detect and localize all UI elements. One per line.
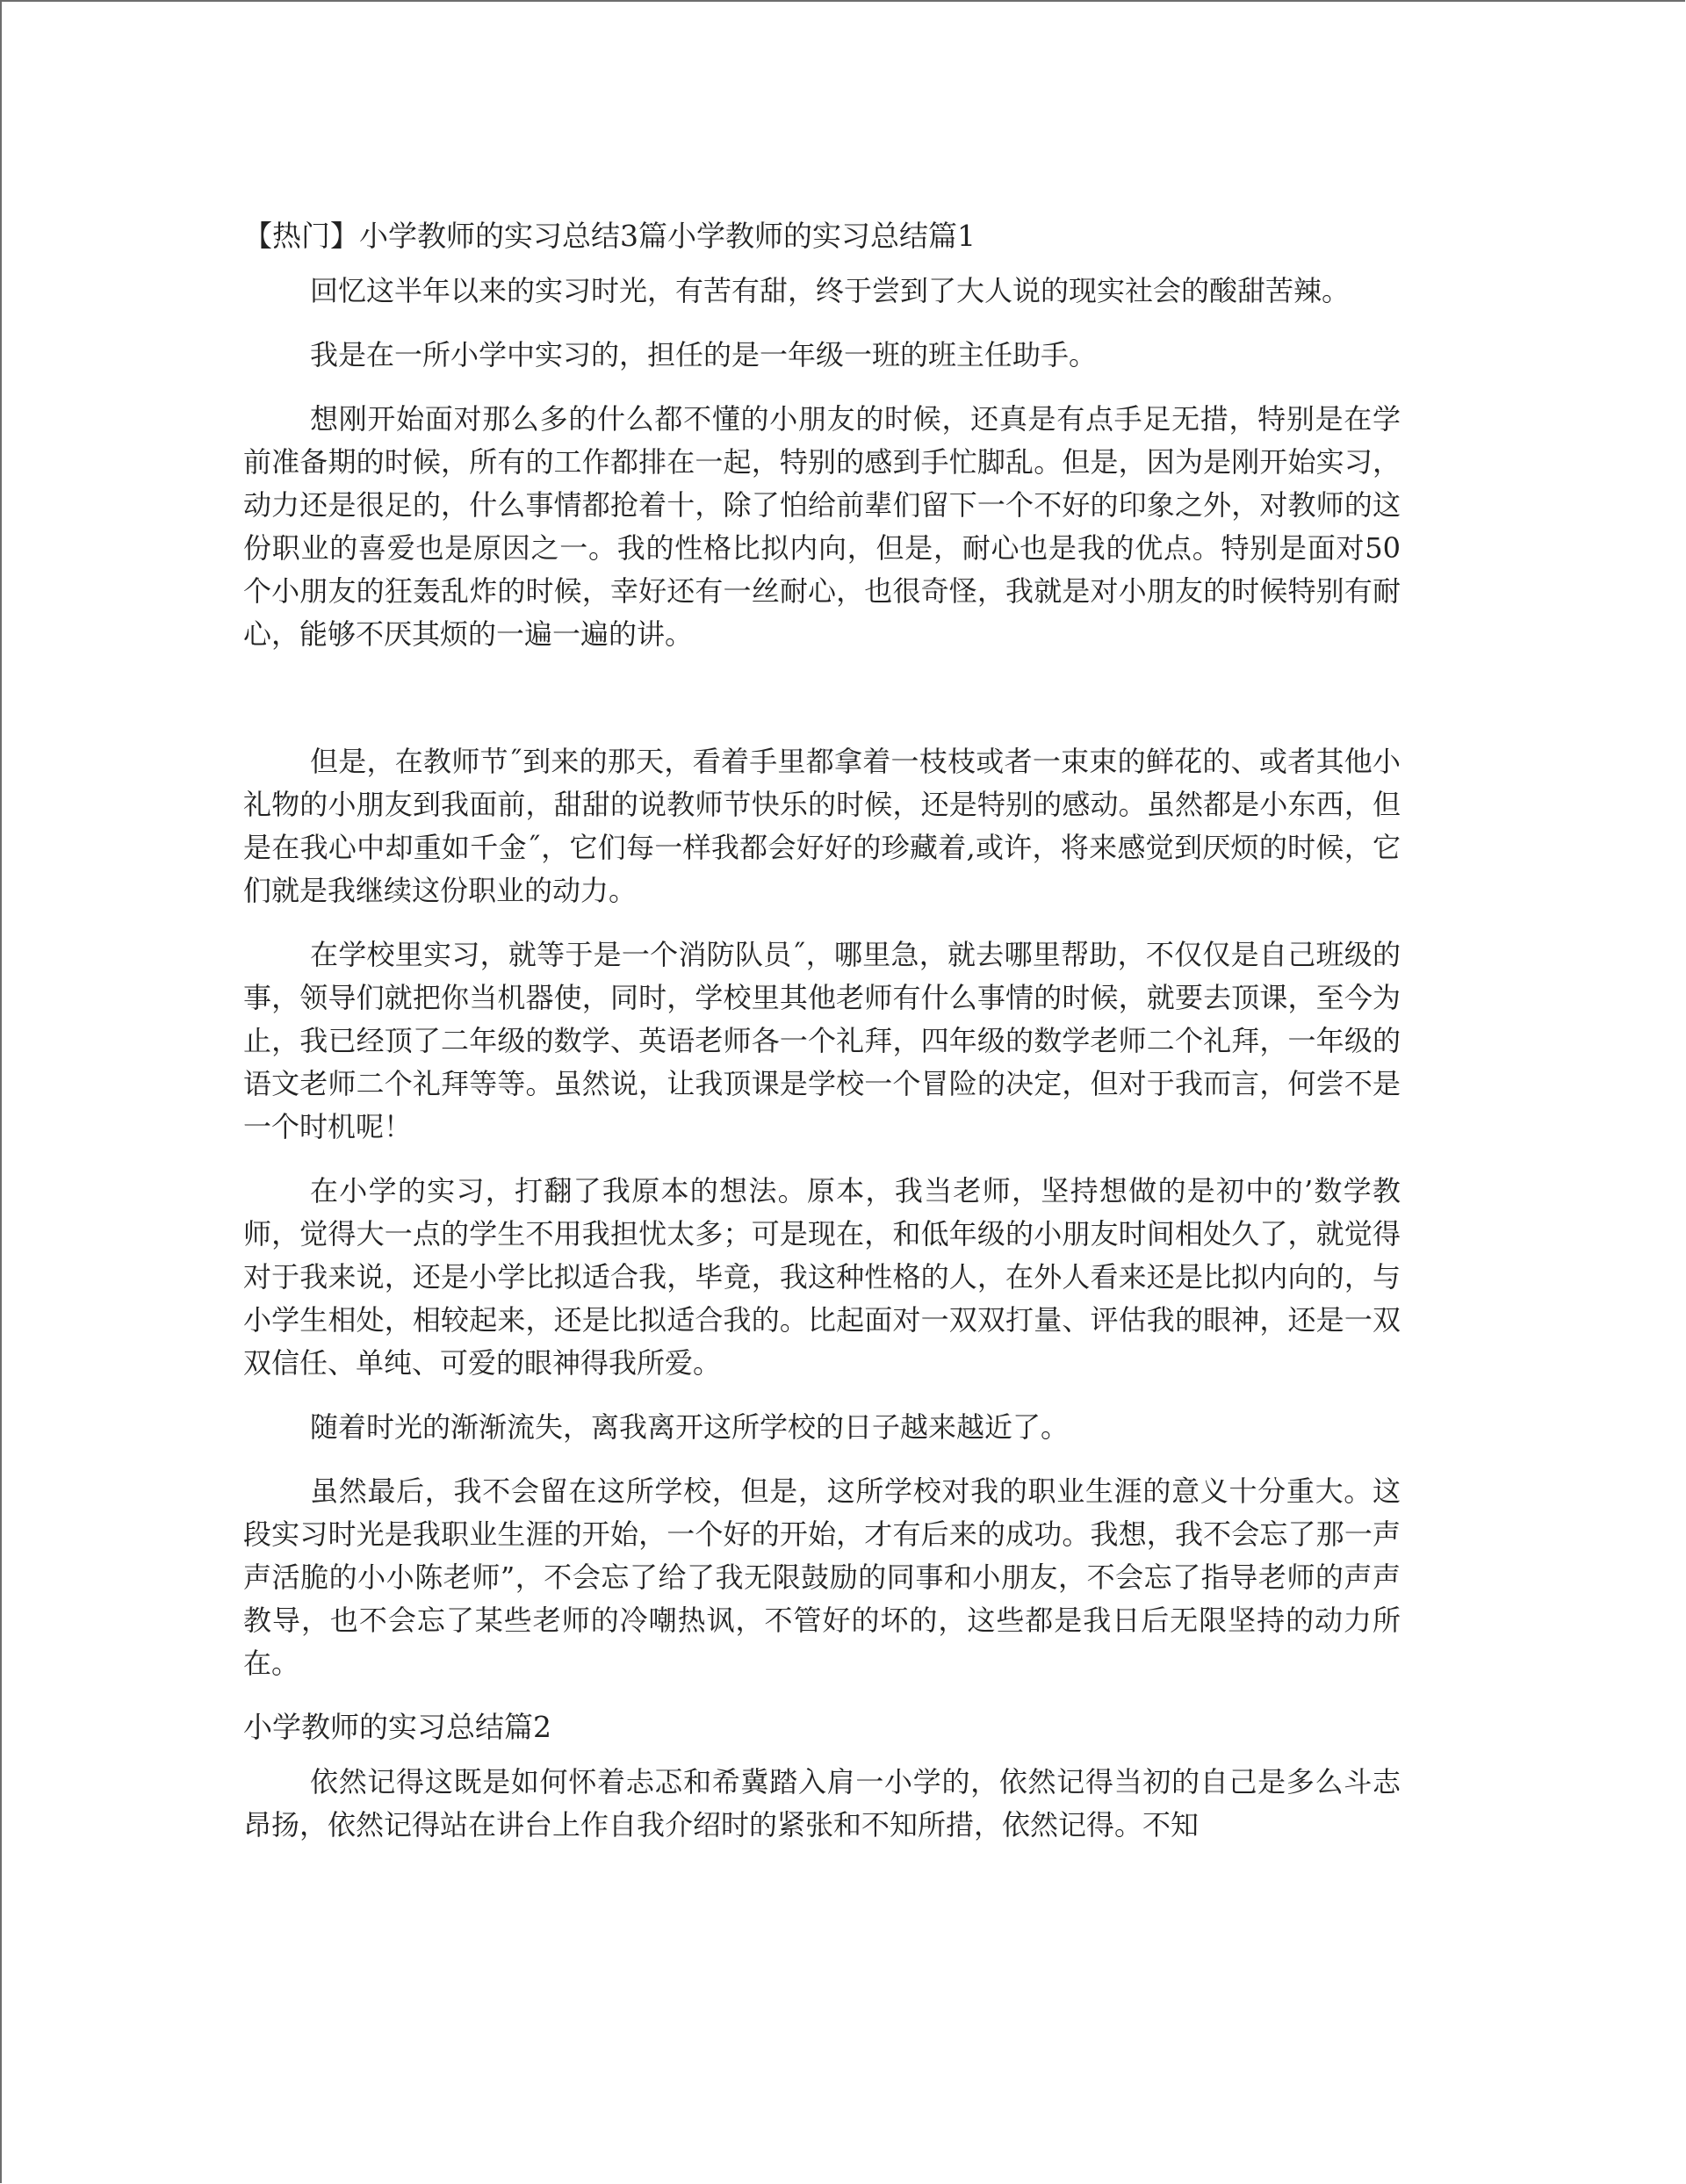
paragraph: 回忆这半年以来的实习时光，有苦有甜，终于尝到了大人说的现实社会的酸甜苦辣。	[310, 274, 1351, 307]
paragraph: 在学校里实习，就等于是一个消防队员˝，哪里急，就去哪里帮助，不仅仅是自己班级的事，领导们就把你当机器使，同时，学校里其他老师有什么事情的时候，就要去顶课，至今为止，我已经顶了二年级的数学、英语老师各一个礼拜，四年级的数学老师二个礼拜，一年级的语文老师二个礼拜等等。虽然说，让我顶课是学校一个冒险的决定，但对于我而言，何尝不是一个时机呢！	[243, 938, 1401, 1143]
section-title: 小学教师的实习总结篇2	[243, 1710, 551, 1744]
paragraph: 但是，在教师节˝到来的那天，看着手里都拿着一枝枝或者一束束的鲜花的、或者其他小礼物的小朋友到我面前，甜甜的说教师节快乐的时候，还是特别的感动。虽然都是小东西，但是在我心中却重如千金˝，它们每一样我都会好好的珍藏着,或许，将来感觉到厌烦的时候，它们就是我继续这份职业的动力。	[243, 745, 1401, 907]
paragraph: 依然记得这既是如何怀着忐忑和希冀踏入肩一小学的，依然记得当初的自己是多么斗志昂扬，依然记得站在讲台上作自我介绍时的紧张和不知所措，依然记得。不知	[243, 1765, 1401, 1842]
paragraph: 我是在一所小学中实习的，担任的是一年级一班的班主任助手。	[310, 338, 1098, 371]
paragraph: 虽然最后，我不会留在这所学校，但是，这所学校对我的职业生涯的意义十分重大。这段实习时光是我职业生涯的开始，一个好的开始，才有后来的成功。我想，我不会忘了那一声声活脆的小小陈老师”，不会忘了给了我无限鼓励的同事和小朋友，不会忘了指导老师的声声教导，也不会忘了某些老师的冷嘲热讽，不管好的坏的，这些都是我日后无限坚持的动力所在。	[243, 1474, 1401, 1680]
paragraph: 在小学的实习，打翻了我原本的想法。原本，我当老师，坚持想做的是初中的’数学教师，觉得大一点的学生不用我担忧太多；可是现在，和低年级的小朋友时间相处久了，就觉得对于我来说，还是小学比拟适合我，毕竟，我这种性格的人，在外人看来还是比拟内向的，与小学生相处，相较起来，还是比拟适合我的。比起面对一双双打量、评估我的眼神，还是一双双信任、单纯、可爱的眼神得我所爱。	[243, 1174, 1401, 1380]
paragraph: 随着时光的渐渐流失，离我离开这所学校的日子越来越近了。	[310, 1410, 1070, 1444]
paragraph: 想刚开始面对那么多的什么都不懂的小朋友的时候，还真是有点手足无措，特别是在学前准备期的时候，所有的工作都排在一起，特别的感到手忙脚乱。但是，因为是刚开始实习，动力还是很足的，什么事情都抢着十，除了怕给前辈们留下一个不好的印象之外，对教师的这份职业的喜爱也是原因之一。我的性格比拟内向，但是，耐心也是我的优点。特别是面对50个小朋友的狂轰乱炸的时候，幸好还有一丝耐心，也很奇怪，我就是对小朋友的时候特别有耐心，能够不厌其烦的一遍一遍的讲。	[243, 402, 1401, 651]
document-title: 【热门】小学教师的实习总结3篇小学教师的实习总结篇1	[243, 219, 976, 253]
document-body	[243, 215, 1401, 1868]
